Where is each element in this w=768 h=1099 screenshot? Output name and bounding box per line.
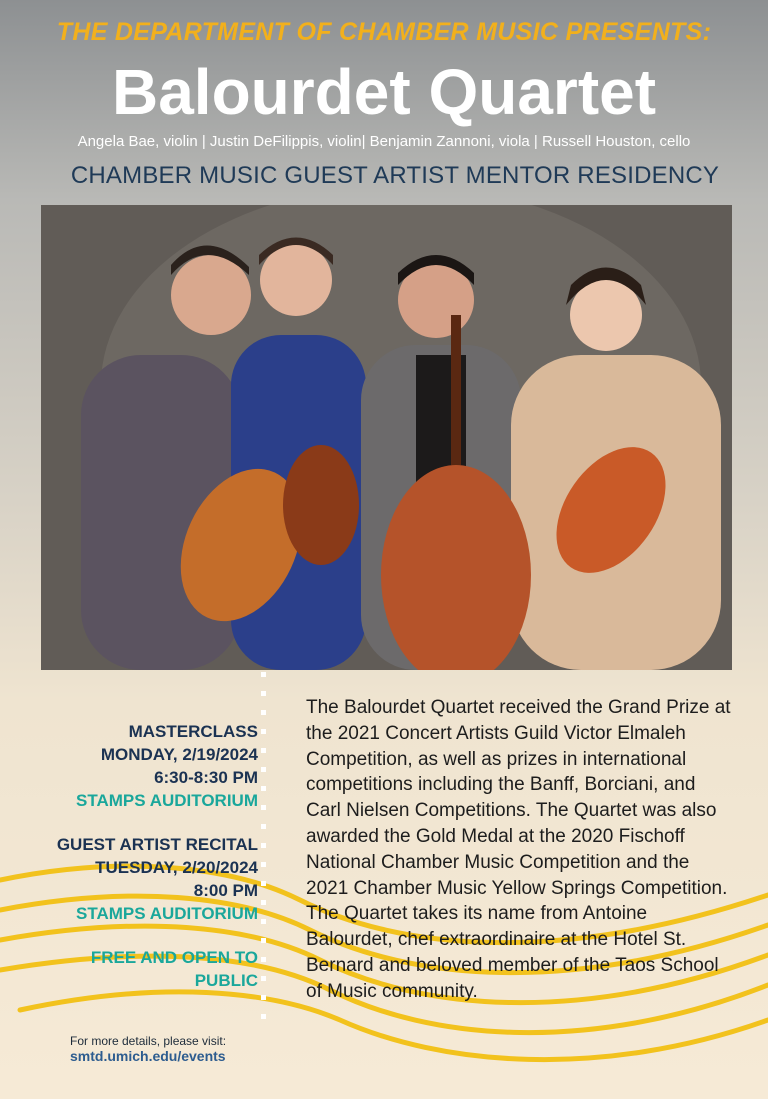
admission-line: FREE AND OPEN TO bbox=[90, 948, 258, 967]
presenter-line: THE DEPARTMENT OF CHAMBER MUSIC PRESENTS: bbox=[56, 18, 712, 46]
event-date: MONDAY, 2/19/2024 bbox=[100, 745, 258, 764]
event-venue: STAMPS AUDITORIUM bbox=[76, 904, 258, 923]
ensemble-title: Balourdet Quartet bbox=[111, 56, 657, 128]
event-venue: STAMPS AUDITORIUM bbox=[76, 791, 258, 810]
divider-dots bbox=[261, 672, 268, 1033]
quartet-description: The Balourdet Quartet received the Grand Prize at the 2021 Concert Artists Guild Victor Elmaleh Competition, as well as prizes in international competitions including the Banff, Borciani, and Carl Nielsen Competitions. The Quartet was also awarded the Gold Medal at the 2020 Fischoff National Chamber Music Competition and the 2021 Chamber Music Yellow Springs Competition. The Quartet takes its name from Antoine Balourdet, chef extraordinaire at the Hotel St. Bernard and beloved member of the Taos School of Music community. bbox=[306, 697, 731, 1002]
details-label: For more details, please visit: bbox=[70, 1034, 227, 1048]
event-time: 8:00 PM bbox=[193, 881, 258, 900]
quartet-photo bbox=[41, 205, 732, 670]
event-name: MASTERCLASS bbox=[128, 722, 258, 741]
admission-line: PUBLIC bbox=[194, 971, 258, 990]
details-link[interactable]: smtd.umich.edu/events bbox=[70, 1048, 226, 1064]
quartet-photo-icon bbox=[41, 205, 732, 670]
event-date: TUESDAY, 2/20/2024 bbox=[95, 858, 258, 877]
event-name: GUEST ARTIST RECITAL bbox=[56, 835, 258, 854]
event-time: 6:30-8:30 PM bbox=[154, 768, 258, 787]
residency-heading: CHAMBER MUSIC GUEST ARTIST MENTOR RESIDENCY bbox=[70, 162, 720, 189]
member-list: Angela Bae, violin | Justin DeFilippis, violin| Benjamin Zannoni, viola | Russell Houston, cello bbox=[77, 133, 691, 150]
event-schedule bbox=[20, 720, 258, 992]
